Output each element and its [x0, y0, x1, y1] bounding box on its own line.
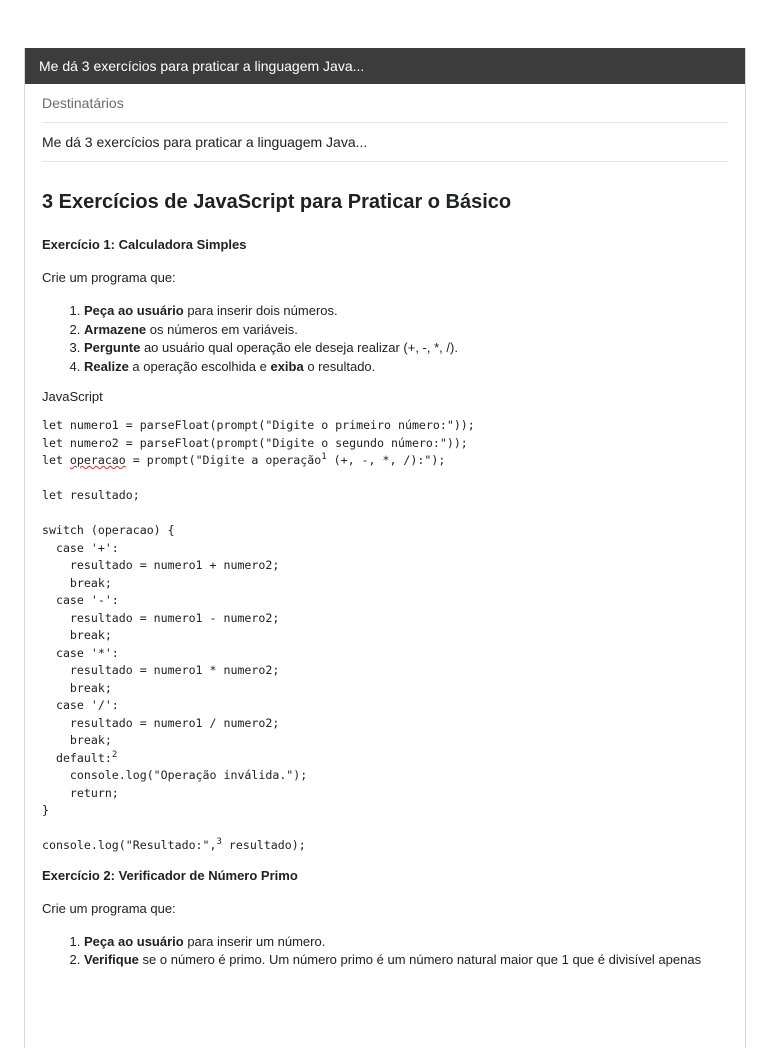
- exercise-1-title: Exercício 1: Calculadora Simples: [42, 237, 247, 252]
- message-title: Me dá 3 exercícios para praticar a linguagem Java...: [39, 58, 365, 74]
- subject-row: [42, 123, 728, 162]
- list-item: 1. Peça ao usuário para inserir um número.: [84, 933, 728, 952]
- exercise-2-steps: [42, 933, 728, 970]
- list-item: 1. Peça ao usuário para inserir dois números.: [84, 302, 728, 321]
- code-language-label: JavaScript: [42, 389, 103, 404]
- exercise-1-intro: Crie um programa que:: [42, 270, 176, 285]
- exercise-2-intro: Crie um programa que:: [42, 900, 176, 916]
- list-item: 2. Armazene os números em variáveis.: [84, 321, 728, 340]
- recipients-label: Destinatários: [42, 95, 124, 111]
- subject-text: Me dá 3 exercícios para praticar a linguagem Java...: [42, 134, 368, 150]
- message-body: [25, 190, 745, 970]
- message-title-bar: [25, 48, 745, 84]
- exercise-1-steps: [42, 302, 728, 376]
- citation-marker[interactable]: 3: [216, 837, 222, 847]
- list-item: 4. Realize a operação escolhida e exiba o resultado.: [84, 358, 728, 377]
- message-card: [24, 48, 746, 1048]
- spellcheck-word[interactable]: operacao: [69, 453, 126, 467]
- citation-marker[interactable]: 1: [321, 452, 327, 462]
- code-block: let numero1 = parseFloat(prompt("Digite o primeiro número:")); let numero2 = parseFloat(prompt("Digite o segundo número:")); let operacao = prompt("Digite a operação$^1$ (+, -, *, /):"); let resultado; switch (operacao) { case '+': resultado = numero1 + numero2; break; case '-': resultado = numero1 - numero2; break; case '*': resultado = numero1 * numero2; break; case '/': resultado = numero1 / numero2; break; default:$^2$ console.log("Operação inválida."); return; } console.log("Resultado:",$^3$ resultado);: [42, 418, 475, 852]
- citation-marker[interactable]: 2: [111, 749, 118, 760]
- article-heading: 3 Exercícios de JavaScript para Praticar o Básico: [42, 191, 512, 213]
- list-item: 3. Pergunte ao usuário qual operação ele deseja realizar (+, -, *, /).: [84, 339, 728, 358]
- list-item: 2. Verifique se o número é primo. Um número primo é um número natural maior que 1 que é divisível apenas: [84, 951, 728, 970]
- recipients-row[interactable]: [42, 84, 728, 123]
- exercise-2-title: Exercício 2: Verificador de Número Primo: [42, 867, 298, 883]
